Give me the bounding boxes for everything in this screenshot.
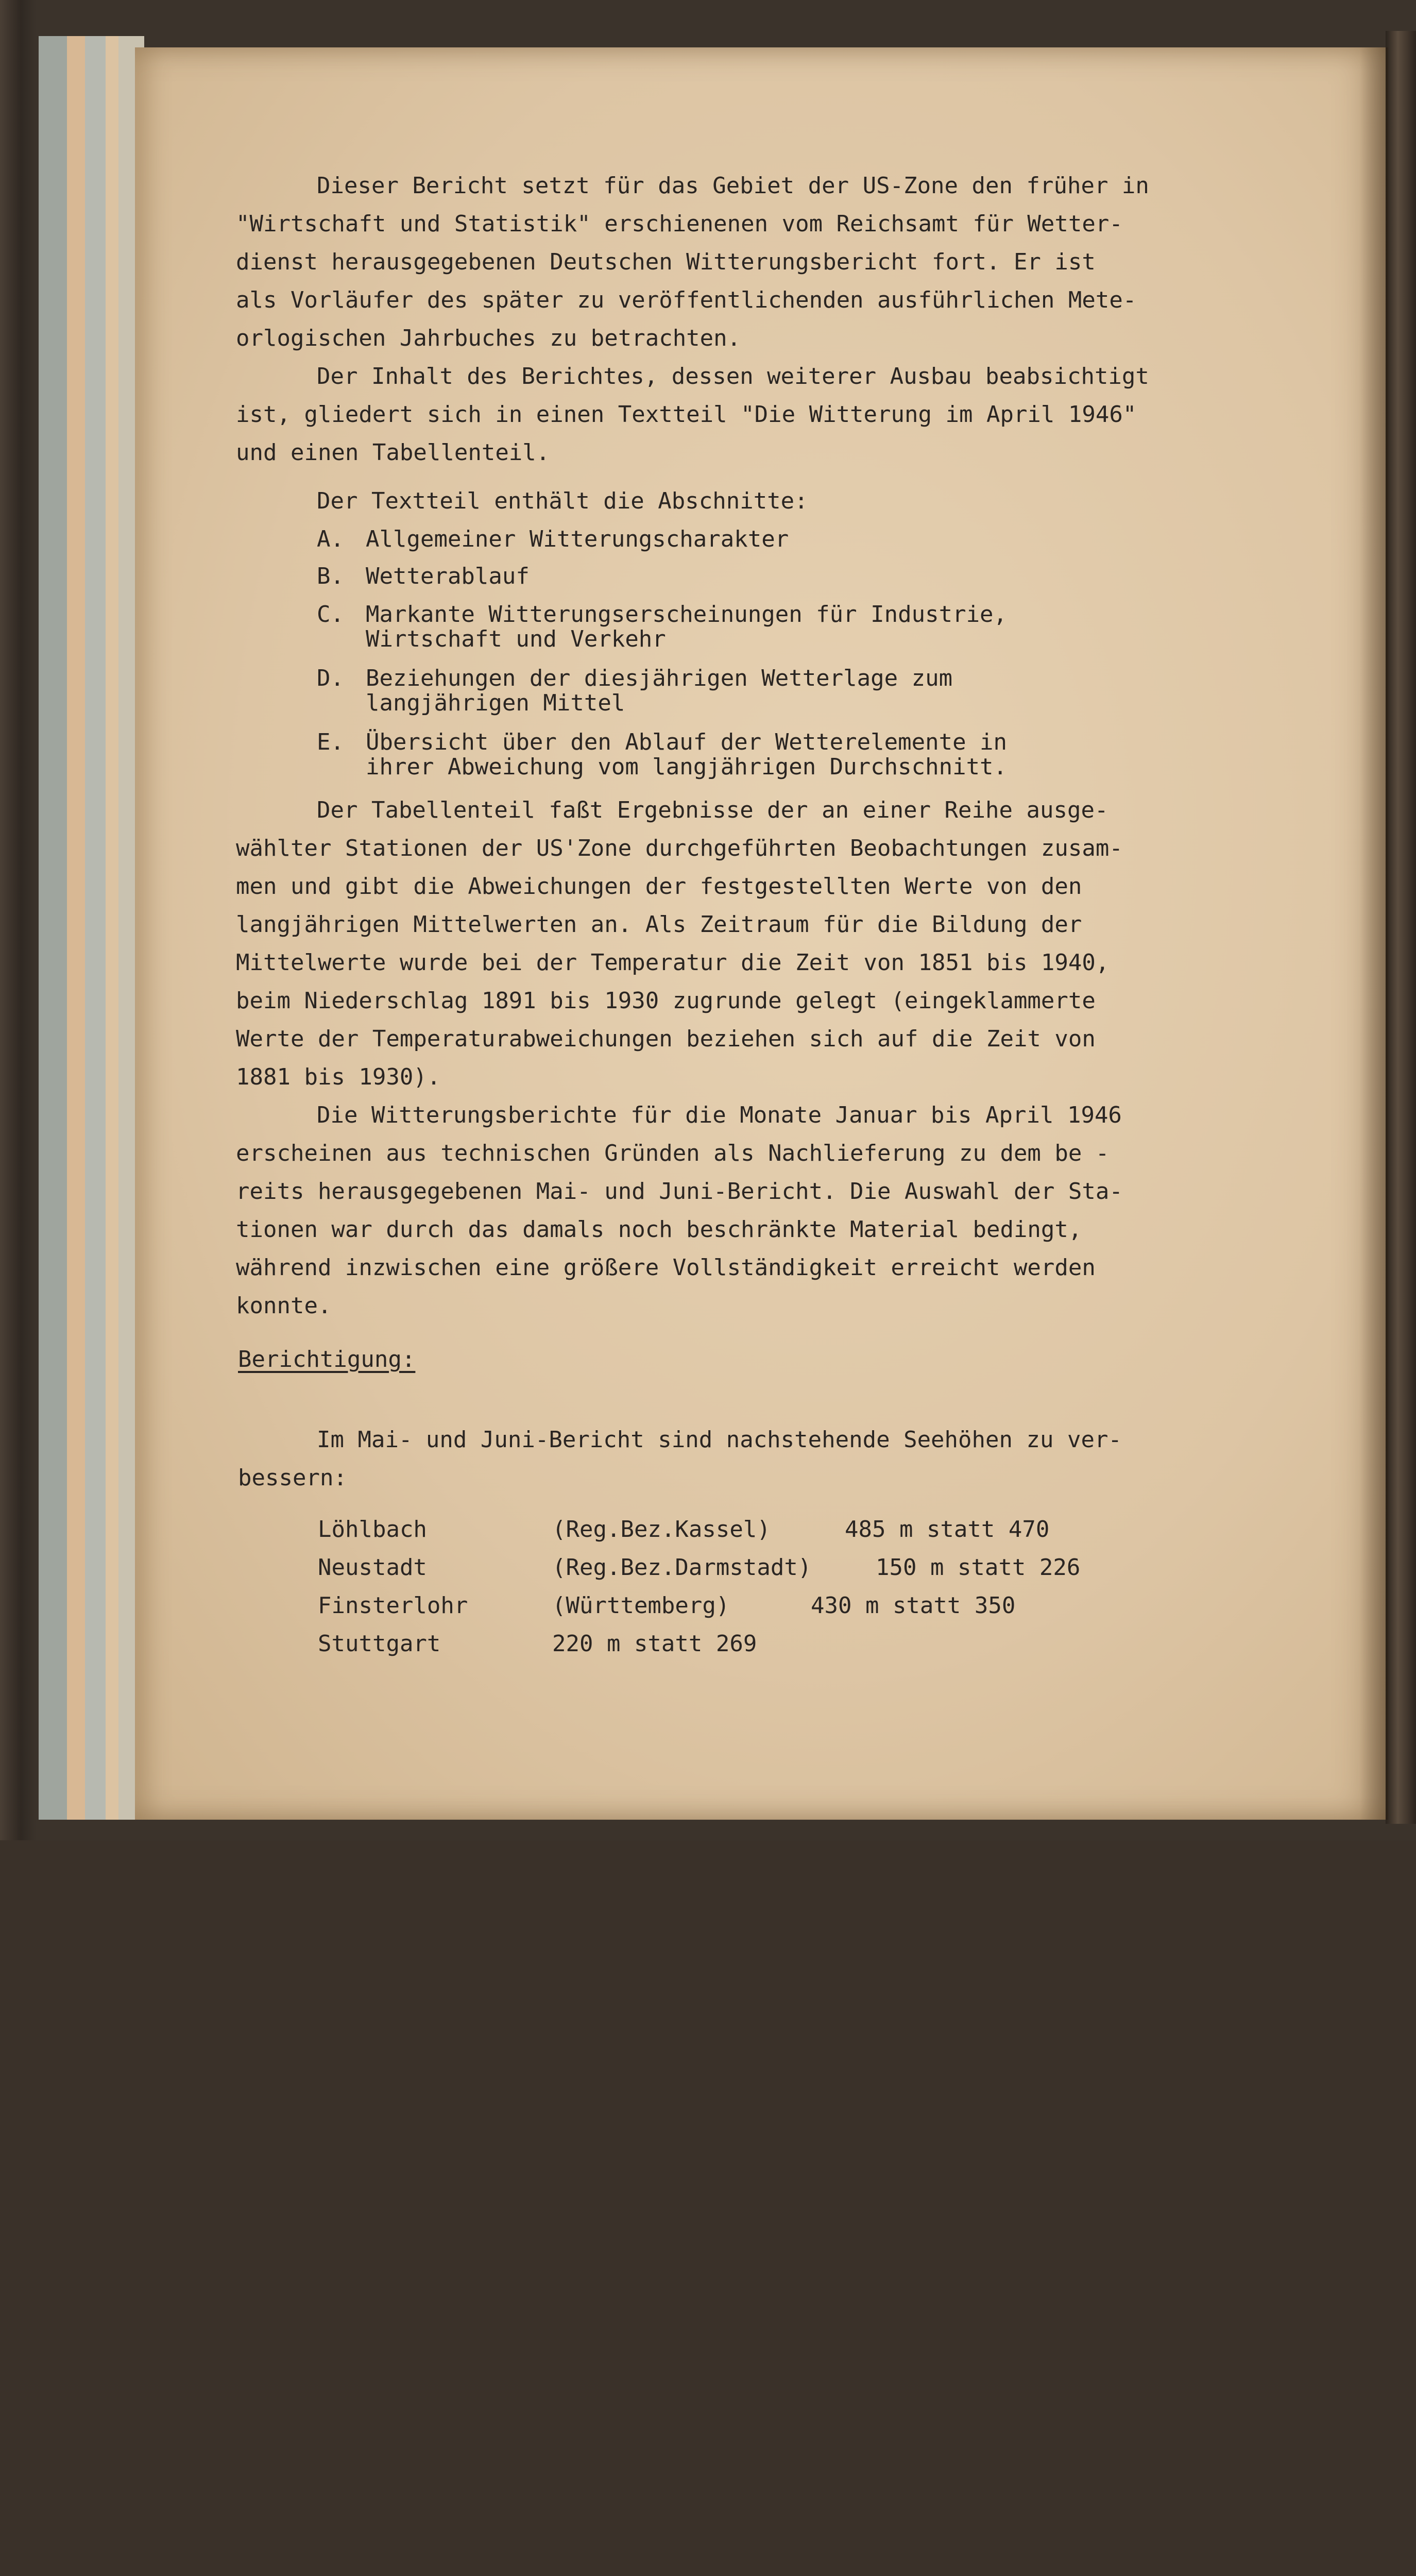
section-title: Übersicht über den Ablauf der Wetterelemente in (366, 729, 1008, 755)
correction-value: 485 m statt 470 (845, 1516, 1050, 1543)
paragraph-1-line: dienst herausgegebenen Deutschen Witterungsbericht fort. Er ist (236, 249, 1096, 275)
correction-heading: Berichtigung: (238, 1346, 416, 1372)
section-letter: D. (317, 665, 344, 691)
document-text (135, 47, 1149, 2576)
section-letter: A. (317, 526, 344, 552)
paragraph-4-line: tionen war durch das damals noch beschränkte Material bedingt, (236, 1216, 1082, 1243)
paragraph-3-line: beim Niederschlag 1891 bis 1930 zugrunde gelegt (eingeklammerte (236, 988, 1096, 1014)
paragraph-4-line: erscheinen aus technischen Gründen als Nachlieferung zu dem be - (236, 1140, 1110, 1166)
section-letter: B. (317, 563, 344, 589)
book-spine (1386, 31, 1416, 1824)
paragraph-3-line: langjährigen Mittelwerten an. Als Zeitraum für die Bildung der (236, 911, 1082, 938)
sections-intro: Der Textteil enthält die Abschnitte: (317, 488, 808, 514)
paragraph-2-line: Der Inhalt des Berichtes, dessen weiterer Ausbau beabsichtigt (317, 363, 1149, 389)
document-page (135, 47, 1386, 1820)
section-title: Beziehungen der diesjährigen Wetterlage zum (366, 665, 953, 691)
correction-station: Neustadt (318, 1554, 427, 1581)
paragraph-4-line: während inzwischen eine größere Vollständigkeit erreicht werden (236, 1255, 1096, 1281)
paragraph-1-line: als Vorläufer des später zu veröffentlichenden ausführlichen Mete- (236, 287, 1137, 313)
correction-value: 150 m statt 226 (876, 1554, 1081, 1581)
section-title: Markante Witterungserscheinungen für Industrie, (366, 601, 1008, 628)
correction-intro-line: bessern: (238, 1465, 347, 1491)
paragraph-3-line: 1881 bis 1930). (236, 1064, 441, 1090)
section-title: langjährigen Mittel (366, 690, 625, 716)
paragraph-3-line: Der Tabellenteil faßt Ergebnisse der an einer Reihe ausge- (317, 797, 1108, 823)
correction-intro-line: Im Mai- und Juni-Bericht sind nachstehende Seehöhen zu ver- (317, 1427, 1122, 1453)
section-letter: E. (317, 729, 344, 755)
paragraph-4-line: Die Witterungsberichte für die Monate Januar bis April 1946 (317, 1102, 1122, 1128)
correction-region: (Reg.Bez.Kassel) (552, 1516, 771, 1543)
correction-value: 220 m statt 269 (552, 1631, 757, 1657)
section-letter: C. (317, 601, 344, 628)
correction-station: Stuttgart (318, 1631, 441, 1657)
correction-station: Löhlbach (318, 1516, 427, 1543)
page-shadow (1360, 47, 1388, 1820)
section-title: Wetterablauf (366, 563, 530, 589)
correction-region: (Württemberg) (552, 1592, 730, 1619)
paragraph-4-line: reits herausgegebenen Mai- und Juni-Bericht. Die Auswahl der Sta- (236, 1178, 1123, 1205)
paragraph-3-line: wählter Stationen der US'Zone durchgeführten Beobachtungen zusam- (236, 835, 1123, 861)
paragraph-1-line: orlogischen Jahrbuches zu betrachten. (236, 325, 741, 351)
paragraph-3-line: men und gibt die Abweichungen der festgestellten Werte von den (236, 873, 1082, 900)
correction-value: 430 m statt 350 (811, 1592, 1016, 1619)
paragraph-3-line: Mittelwerte wurde bei der Temperatur die Zeit von 1851 bis 1940, (236, 950, 1110, 976)
paragraph-1-line: Dieser Bericht setzt für das Gebiet der US-Zone den früher in (317, 173, 1149, 199)
section-title: Allgemeiner Witterungscharakter (366, 526, 789, 552)
paragraph-4-line: konnte. (236, 1293, 332, 1319)
paragraph-3-line: Werte der Temperaturabweichungen beziehen sich auf die Zeit von (236, 1026, 1096, 1052)
paragraph-2-line: und einen Tabellenteil. (236, 439, 550, 466)
correction-station: Finsterlohr (318, 1592, 468, 1619)
correction-region: (Reg.Bez.Darmstadt) (552, 1554, 812, 1581)
section-title: ihrer Abweichung vom langjährigen Durchschnitt. (366, 754, 1008, 780)
paragraph-1-line: "Wirtschaft und Statistik" erschienenen vom Reichsamt für Wetter- (236, 211, 1123, 237)
paragraph-2-line: ist, gliedert sich in einen Textteil "Die Witterung im April 1946" (236, 401, 1137, 428)
section-title: Wirtschaft und Verkehr (366, 626, 666, 652)
